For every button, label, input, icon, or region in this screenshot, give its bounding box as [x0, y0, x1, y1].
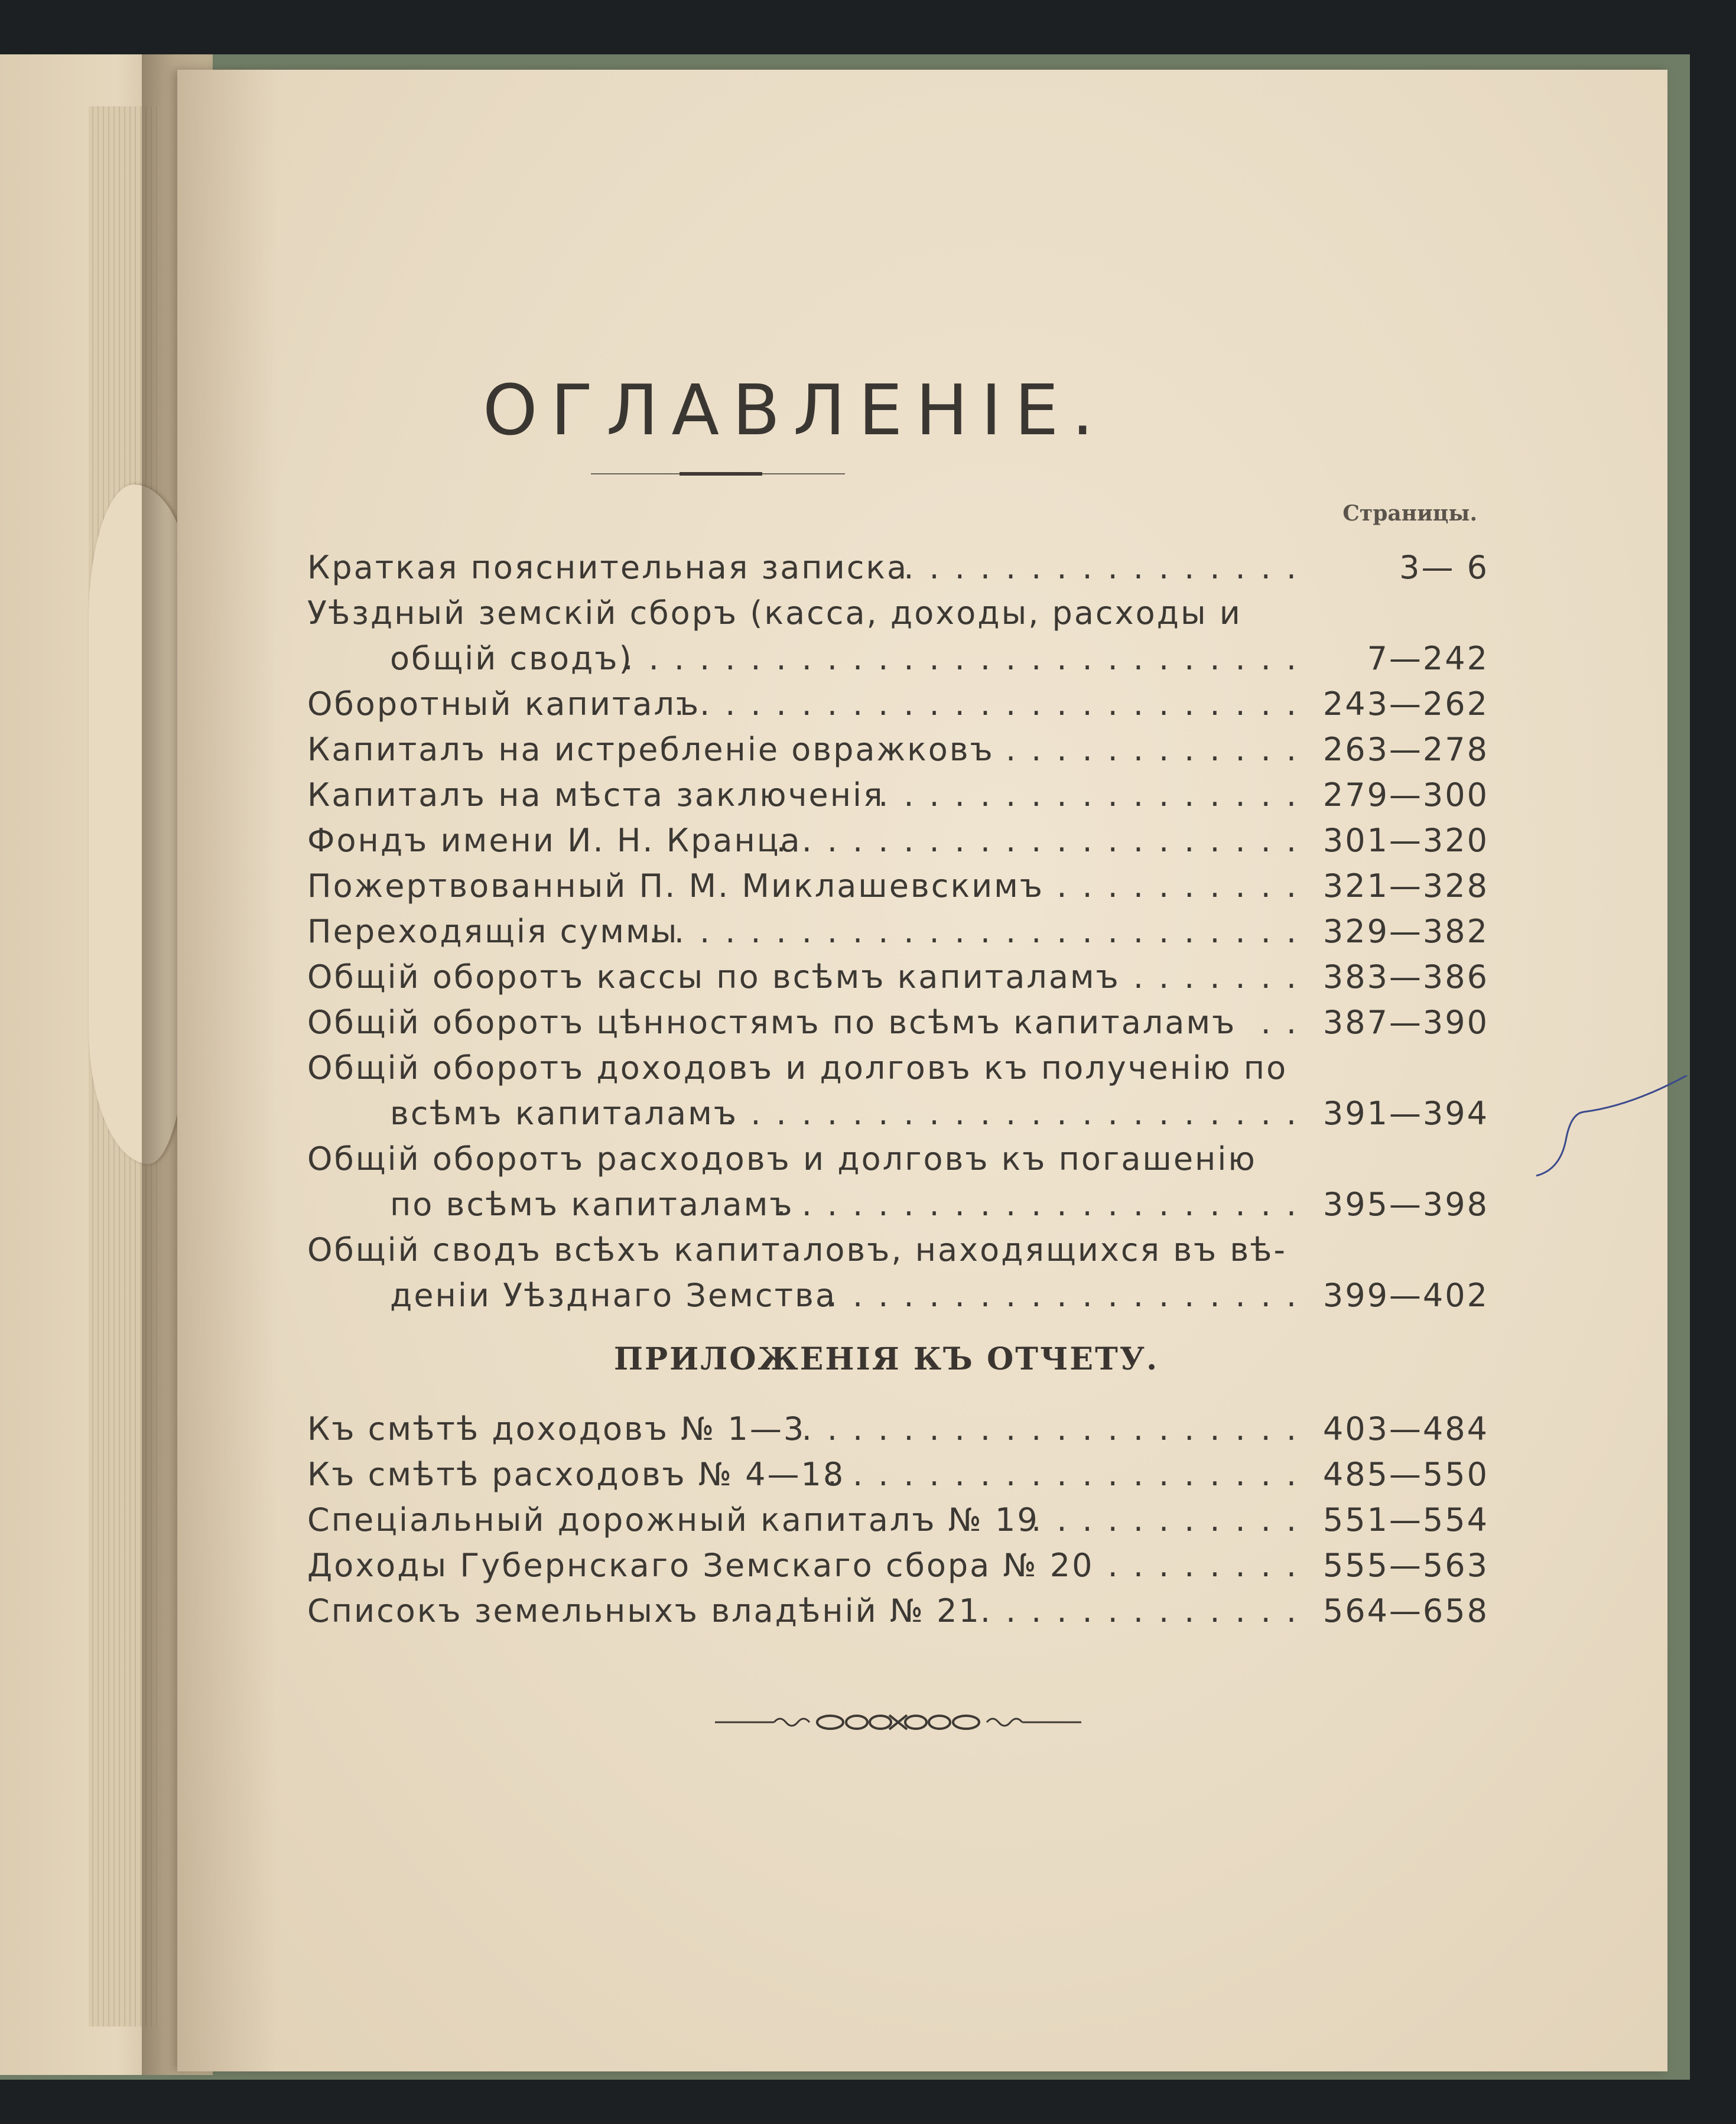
toc-entry-pages: 7—242 [1367, 640, 1489, 677]
toc-entry [307, 1227, 1489, 1273]
dot-leader: ........... [1031, 1501, 1312, 1538]
toc-entry-title: Оборотный капиталъ [307, 685, 701, 723]
toc-entry-pages: 387—390 [1322, 1004, 1489, 1041]
toc-entry-pages: 279—300 [1322, 776, 1489, 814]
toc-entry-pages: 263—278 [1322, 731, 1489, 768]
pages-column-label: Страницы. [1342, 501, 1477, 526]
ornament-divider [709, 1705, 1087, 1740]
toc-entry [307, 1273, 1489, 1318]
toc-entry-pages: 321—328 [1322, 867, 1489, 905]
dot-leader: ......................... [674, 685, 1312, 723]
toc-entry [307, 1406, 1489, 1452]
dot-leader: ....... [1133, 958, 1312, 996]
toc-entry [307, 1543, 1489, 1588]
toc-entry-title: Общій сводъ всѣхъ капиталовъ, находящихся въ вѣ- [307, 1231, 1287, 1268]
toc-entry-pages: 301—320 [1322, 822, 1489, 859]
toc-entry-title: Уѣздный земскій сборъ (касса, доходы, расходы и [307, 594, 1242, 632]
toc-entry-pages: 383—386 [1322, 958, 1489, 996]
dot-leader: ..................... [776, 822, 1312, 859]
toc-entry [307, 1091, 1489, 1136]
toc-entry-title: Фондъ имени И. Н. Кранца [307, 822, 802, 859]
dot-leader: .......................... [648, 913, 1312, 950]
toc-entry-pages: 555—563 [1322, 1547, 1489, 1584]
toc-entry-pages: 391—394 [1322, 1095, 1489, 1132]
toc-entry [307, 863, 1489, 909]
toc-entry-title: Переходящія суммы [307, 913, 679, 950]
toc-entry-title: Капиталъ на истребленіе овражковъ [307, 731, 994, 768]
toc-entry [307, 954, 1489, 1000]
appendix-contents [307, 1406, 1489, 1634]
dot-leader: ............ [1006, 731, 1312, 768]
toc-entry-title: Общій оборотъ доходовъ и долговъ къ полученію по [307, 1049, 1288, 1087]
toc-entry [307, 909, 1489, 954]
dot-leader: ................... [827, 1456, 1312, 1493]
dot-leader: .................... [801, 1410, 1312, 1448]
toc-entry-title: Общій оборотъ цѣнностямъ по всѣмъ капиталамъ [307, 1004, 1237, 1041]
toc-entry-pages: 564—658 [1322, 1592, 1489, 1629]
toc-entry [307, 1182, 1489, 1227]
pen-stroke-mark [1530, 1075, 1690, 1182]
toc-entry [307, 1000, 1489, 1045]
toc-entry-title: Доходы Губернскаго Земскаго сбора № 20 [307, 1547, 1094, 1584]
toc-entry-pages: 395—398 [1322, 1186, 1489, 1223]
toc-entry-title: Пожертвованный П. М. Миклашевскимъ [307, 867, 1045, 905]
dot-leader: ..................... [776, 1186, 1312, 1223]
toc-entry-title: Краткая пояснительная записка [307, 549, 909, 586]
toc-entry [307, 545, 1489, 590]
toc-entry-pages: 329—382 [1322, 913, 1489, 950]
toc-entry-title: деніи Уѣзднаго Земства [390, 1277, 837, 1314]
dot-leader: ............................ [597, 640, 1312, 677]
toc-entry-pages: 485—550 [1322, 1456, 1489, 1493]
toc-entry [307, 1452, 1489, 1497]
toc-entry-title: Спеціальный дорожный капиталъ № 19 [307, 1501, 1039, 1538]
toc-entry [307, 681, 1489, 727]
dot-leader: ............. [980, 1592, 1312, 1629]
toc-entry-pages: 243—262 [1322, 685, 1489, 723]
toc-entry [307, 727, 1489, 772]
toc-entry [307, 636, 1489, 681]
toc-entry-title: Капиталъ на мѣста заключенія [307, 776, 885, 814]
toc-entry-pages: 551—554 [1322, 1501, 1489, 1538]
dot-leader: ........ [1107, 1547, 1312, 1584]
toc-entry [307, 818, 1489, 863]
toc-entry-pages: 403—484 [1322, 1410, 1489, 1448]
page-title: ОГЛАВЛЕНІЕ. [482, 369, 1107, 451]
toc-entry [307, 590, 1489, 636]
title-rule-accent [680, 472, 762, 476]
toc-entry-title: Общій оборотъ расходовъ и долговъ къ погашенію [307, 1140, 1257, 1178]
toc-entry-pages: 3— 6 [1399, 549, 1489, 586]
toc-entry [307, 1045, 1489, 1091]
toc-entry-title: Къ смѣтѣ доходовъ № 1—3 [307, 1410, 806, 1448]
dot-leader: ................... [827, 1277, 1312, 1314]
toc-entry-pages: 399—402 [1322, 1277, 1489, 1314]
toc-entry-title: всѣмъ капиталамъ [390, 1095, 739, 1132]
toc-entry [307, 1136, 1489, 1182]
toc-entry-title: Къ смѣтѣ расходовъ № 4—18 [307, 1456, 846, 1493]
dot-leader: ................ [903, 549, 1312, 586]
dot-leader: ................. [878, 776, 1312, 814]
toc-entry-title: Общій оборотъ кассы по всѣмъ капиталамъ [307, 958, 1120, 996]
toc-entry [307, 1588, 1489, 1634]
appendix-heading: ПРИЛОЖЕНІЯ КЪ ОТЧЕТУ. [613, 1341, 1159, 1377]
toc-entry [307, 772, 1489, 818]
toc-entry [307, 1497, 1489, 1543]
toc-entry-title: по всѣмъ капиталамъ [390, 1186, 794, 1223]
dot-leader: ....................... [725, 1095, 1312, 1132]
dot-leader: .......... [1056, 867, 1312, 905]
toc-entry-title: общій сводъ) [390, 640, 633, 677]
table-of-contents [307, 545, 1489, 1318]
dot-leader: .. [1260, 1004, 1312, 1041]
toc-entry-title: Списокъ земельныхъ владѣній № 21 [307, 1592, 981, 1629]
